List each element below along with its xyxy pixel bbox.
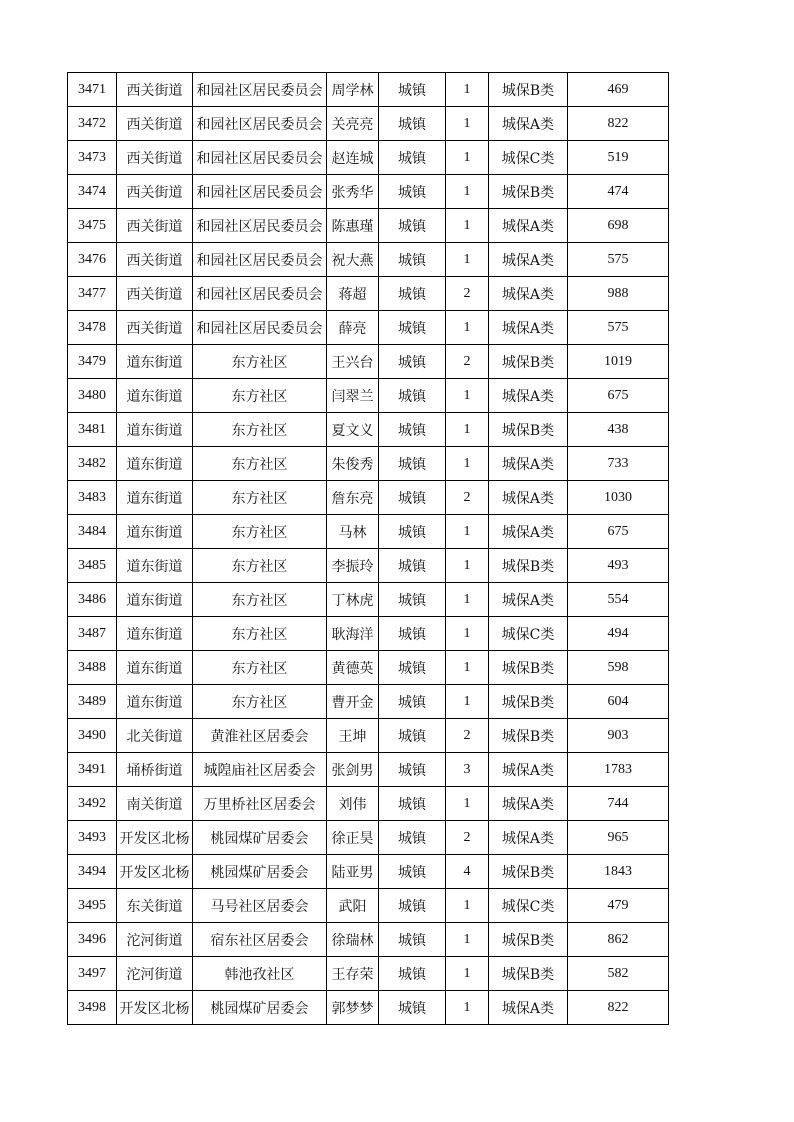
name-cell: 武阳 xyxy=(327,889,379,923)
household-count-cell: 1 xyxy=(446,889,489,923)
sequence-cell: 3477 xyxy=(68,277,117,311)
category-cell: 城保C类 xyxy=(489,889,568,923)
name-cell: 闫翠兰 xyxy=(327,379,379,413)
area-type-cell: 城镇 xyxy=(379,413,446,447)
table-row xyxy=(68,413,669,447)
category-cell: 城保C类 xyxy=(489,141,568,175)
category-cell: 城保B类 xyxy=(489,345,568,379)
table-row xyxy=(68,515,669,549)
street-cell: 开发区北杨 xyxy=(117,991,193,1025)
amount-cell: 675 xyxy=(568,515,669,549)
household-count-cell: 1 xyxy=(446,923,489,957)
sequence-cell: 3476 xyxy=(68,243,117,277)
area-type-cell: 城镇 xyxy=(379,855,446,889)
sequence-cell: 3471 xyxy=(68,73,117,107)
street-cell: 道东街道 xyxy=(117,481,193,515)
name-cell: 张剑男 xyxy=(327,753,379,787)
area-type-cell: 城镇 xyxy=(379,209,446,243)
amount-cell: 438 xyxy=(568,413,669,447)
household-count-cell: 1 xyxy=(446,549,489,583)
amount-cell: 903 xyxy=(568,719,669,753)
area-type-cell: 城镇 xyxy=(379,481,446,515)
table-row xyxy=(68,685,669,719)
category-cell: 城保B类 xyxy=(489,549,568,583)
name-cell: 夏文义 xyxy=(327,413,379,447)
community-cell: 和园社区居民委员会 xyxy=(193,277,327,311)
sequence-cell: 3491 xyxy=(68,753,117,787)
area-type-cell: 城镇 xyxy=(379,923,446,957)
street-cell: 开发区北杨 xyxy=(117,855,193,889)
community-cell: 东方社区 xyxy=(193,685,327,719)
amount-cell: 469 xyxy=(568,73,669,107)
area-type-cell: 城镇 xyxy=(379,651,446,685)
household-count-cell: 1 xyxy=(446,651,489,685)
street-cell: 开发区北杨 xyxy=(117,821,193,855)
table-row xyxy=(68,107,669,141)
table-row xyxy=(68,209,669,243)
category-cell: 城保A类 xyxy=(489,991,568,1025)
street-cell: 北关街道 xyxy=(117,719,193,753)
community-cell: 桃园煤矿居委会 xyxy=(193,821,327,855)
amount-cell: 1030 xyxy=(568,481,669,515)
amount-cell: 598 xyxy=(568,651,669,685)
area-type-cell: 城镇 xyxy=(379,617,446,651)
area-type-cell: 城镇 xyxy=(379,991,446,1025)
household-count-cell: 1 xyxy=(446,311,489,345)
sequence-cell: 3495 xyxy=(68,889,117,923)
community-cell: 东方社区 xyxy=(193,549,327,583)
amount-cell: 744 xyxy=(568,787,669,821)
table-row xyxy=(68,889,669,923)
household-count-cell: 1 xyxy=(446,447,489,481)
community-cell: 东方社区 xyxy=(193,379,327,413)
household-count-cell: 1 xyxy=(446,73,489,107)
area-type-cell: 城镇 xyxy=(379,345,446,379)
category-cell: 城保A类 xyxy=(489,583,568,617)
table-row xyxy=(68,855,669,889)
records-table xyxy=(67,72,669,1025)
name-cell: 徐正昊 xyxy=(327,821,379,855)
sequence-cell: 3480 xyxy=(68,379,117,413)
community-cell: 东方社区 xyxy=(193,651,327,685)
table-row xyxy=(68,277,669,311)
area-type-cell: 城镇 xyxy=(379,957,446,991)
sequence-cell: 3486 xyxy=(68,583,117,617)
amount-cell: 988 xyxy=(568,277,669,311)
community-cell: 桃园煤矿居委会 xyxy=(193,855,327,889)
area-type-cell: 城镇 xyxy=(379,821,446,855)
household-count-cell: 1 xyxy=(446,685,489,719)
amount-cell: 698 xyxy=(568,209,669,243)
amount-cell: 554 xyxy=(568,583,669,617)
sequence-cell: 3478 xyxy=(68,311,117,345)
household-count-cell: 1 xyxy=(446,957,489,991)
street-cell: 道东街道 xyxy=(117,345,193,379)
category-cell: 城保A类 xyxy=(489,277,568,311)
amount-cell: 474 xyxy=(568,175,669,209)
sequence-cell: 3481 xyxy=(68,413,117,447)
category-cell: 城保A类 xyxy=(489,209,568,243)
street-cell: 道东街道 xyxy=(117,413,193,447)
sequence-cell: 3498 xyxy=(68,991,117,1025)
street-cell: 沱河街道 xyxy=(117,957,193,991)
sequence-cell: 3483 xyxy=(68,481,117,515)
table-row xyxy=(68,617,669,651)
name-cell: 王存荣 xyxy=(327,957,379,991)
street-cell: 道东街道 xyxy=(117,549,193,583)
table-row xyxy=(68,141,669,175)
sequence-cell: 3490 xyxy=(68,719,117,753)
community-cell: 宿东社区居委会 xyxy=(193,923,327,957)
street-cell: 沱河街道 xyxy=(117,923,193,957)
household-count-cell: 2 xyxy=(446,481,489,515)
household-count-cell: 1 xyxy=(446,991,489,1025)
area-type-cell: 城镇 xyxy=(379,379,446,413)
community-cell: 东方社区 xyxy=(193,481,327,515)
name-cell: 李振玲 xyxy=(327,549,379,583)
street-cell: 埇桥街道 xyxy=(117,753,193,787)
name-cell: 赵连城 xyxy=(327,141,379,175)
sequence-cell: 3493 xyxy=(68,821,117,855)
household-count-cell: 1 xyxy=(446,787,489,821)
community-cell: 东方社区 xyxy=(193,515,327,549)
area-type-cell: 城镇 xyxy=(379,141,446,175)
category-cell: 城保A类 xyxy=(489,481,568,515)
community-cell: 城隍庙社区居委会 xyxy=(193,753,327,787)
category-cell: 城保B类 xyxy=(489,651,568,685)
amount-cell: 675 xyxy=(568,379,669,413)
table-row xyxy=(68,549,669,583)
category-cell: 城保A类 xyxy=(489,243,568,277)
amount-cell: 822 xyxy=(568,991,669,1025)
household-count-cell: 4 xyxy=(446,855,489,889)
community-cell: 万里桥社区居委会 xyxy=(193,787,327,821)
amount-cell: 493 xyxy=(568,549,669,583)
table-row xyxy=(68,345,669,379)
table-row xyxy=(68,379,669,413)
category-cell: 城保B类 xyxy=(489,175,568,209)
name-cell: 陈惠瑾 xyxy=(327,209,379,243)
table-row xyxy=(68,447,669,481)
sequence-cell: 3473 xyxy=(68,141,117,175)
area-type-cell: 城镇 xyxy=(379,583,446,617)
household-count-cell: 1 xyxy=(446,175,489,209)
area-type-cell: 城镇 xyxy=(379,243,446,277)
name-cell: 王坤 xyxy=(327,719,379,753)
community-cell: 和园社区居民委员会 xyxy=(193,243,327,277)
community-cell: 和园社区居民委员会 xyxy=(193,209,327,243)
sequence-cell: 3479 xyxy=(68,345,117,379)
area-type-cell: 城镇 xyxy=(379,753,446,787)
household-count-cell: 1 xyxy=(446,583,489,617)
sequence-cell: 3492 xyxy=(68,787,117,821)
street-cell: 道东街道 xyxy=(117,447,193,481)
name-cell: 马林 xyxy=(327,515,379,549)
community-cell: 和园社区居民委员会 xyxy=(193,175,327,209)
category-cell: 城保A类 xyxy=(489,821,568,855)
sequence-cell: 3496 xyxy=(68,923,117,957)
area-type-cell: 城镇 xyxy=(379,311,446,345)
area-type-cell: 城镇 xyxy=(379,685,446,719)
sequence-cell: 3472 xyxy=(68,107,117,141)
community-cell: 和园社区居民委员会 xyxy=(193,141,327,175)
street-cell: 道东街道 xyxy=(117,515,193,549)
community-cell: 和园社区居民委员会 xyxy=(193,107,327,141)
sequence-cell: 3487 xyxy=(68,617,117,651)
table-row xyxy=(68,923,669,957)
household-count-cell: 2 xyxy=(446,719,489,753)
table-row xyxy=(68,311,669,345)
amount-cell: 1843 xyxy=(568,855,669,889)
street-cell: 道东街道 xyxy=(117,583,193,617)
name-cell: 王兴台 xyxy=(327,345,379,379)
household-count-cell: 1 xyxy=(446,209,489,243)
community-cell: 东方社区 xyxy=(193,345,327,379)
street-cell: 东关街道 xyxy=(117,889,193,923)
household-count-cell: 1 xyxy=(446,413,489,447)
name-cell: 薛亮 xyxy=(327,311,379,345)
street-cell: 道东街道 xyxy=(117,651,193,685)
sequence-cell: 3488 xyxy=(68,651,117,685)
amount-cell: 1019 xyxy=(568,345,669,379)
table-row xyxy=(68,73,669,107)
amount-cell: 575 xyxy=(568,243,669,277)
street-cell: 西关街道 xyxy=(117,311,193,345)
street-cell: 西关街道 xyxy=(117,175,193,209)
category-cell: 城保B类 xyxy=(489,685,568,719)
area-type-cell: 城镇 xyxy=(379,515,446,549)
household-count-cell: 2 xyxy=(446,821,489,855)
name-cell: 祝大燕 xyxy=(327,243,379,277)
name-cell: 关亮亮 xyxy=(327,107,379,141)
community-cell: 和园社区居民委员会 xyxy=(193,311,327,345)
name-cell: 曹开金 xyxy=(327,685,379,719)
household-count-cell: 1 xyxy=(446,617,489,651)
name-cell: 黄德英 xyxy=(327,651,379,685)
amount-cell: 822 xyxy=(568,107,669,141)
amount-cell: 519 xyxy=(568,141,669,175)
category-cell: 城保A类 xyxy=(489,447,568,481)
area-type-cell: 城镇 xyxy=(379,175,446,209)
table-row xyxy=(68,651,669,685)
area-type-cell: 城镇 xyxy=(379,107,446,141)
amount-cell: 965 xyxy=(568,821,669,855)
amount-cell: 479 xyxy=(568,889,669,923)
sequence-cell: 3474 xyxy=(68,175,117,209)
table-row xyxy=(68,991,669,1025)
household-count-cell: 1 xyxy=(446,379,489,413)
household-count-cell: 3 xyxy=(446,753,489,787)
household-count-cell: 1 xyxy=(446,107,489,141)
name-cell: 朱俊秀 xyxy=(327,447,379,481)
name-cell: 周学林 xyxy=(327,73,379,107)
sequence-cell: 3475 xyxy=(68,209,117,243)
category-cell: 城保A类 xyxy=(489,107,568,141)
street-cell: 道东街道 xyxy=(117,685,193,719)
street-cell: 道东街道 xyxy=(117,379,193,413)
category-cell: 城保B类 xyxy=(489,719,568,753)
amount-cell: 1783 xyxy=(568,753,669,787)
table-row xyxy=(68,583,669,617)
area-type-cell: 城镇 xyxy=(379,73,446,107)
category-cell: 城保B类 xyxy=(489,73,568,107)
area-type-cell: 城镇 xyxy=(379,277,446,311)
area-type-cell: 城镇 xyxy=(379,719,446,753)
community-cell: 东方社区 xyxy=(193,447,327,481)
name-cell: 郭梦梦 xyxy=(327,991,379,1025)
category-cell: 城保B类 xyxy=(489,413,568,447)
amount-cell: 862 xyxy=(568,923,669,957)
street-cell: 西关街道 xyxy=(117,107,193,141)
table-row xyxy=(68,957,669,991)
table-row xyxy=(68,753,669,787)
table-row xyxy=(68,719,669,753)
area-type-cell: 城镇 xyxy=(379,787,446,821)
street-cell: 西关街道 xyxy=(117,73,193,107)
street-cell: 南关街道 xyxy=(117,787,193,821)
table-row xyxy=(68,787,669,821)
household-count-cell: 1 xyxy=(446,515,489,549)
category-cell: 城保A类 xyxy=(489,515,568,549)
community-cell: 马号社区居委会 xyxy=(193,889,327,923)
household-count-cell: 2 xyxy=(446,277,489,311)
category-cell: 城保A类 xyxy=(489,311,568,345)
name-cell: 丁林虎 xyxy=(327,583,379,617)
amount-cell: 582 xyxy=(568,957,669,991)
community-cell: 桃园煤矿居委会 xyxy=(193,991,327,1025)
table-body xyxy=(68,73,669,1025)
category-cell: 城保A类 xyxy=(489,379,568,413)
community-cell: 韩池孜社区 xyxy=(193,957,327,991)
sequence-cell: 3484 xyxy=(68,515,117,549)
amount-cell: 733 xyxy=(568,447,669,481)
area-type-cell: 城镇 xyxy=(379,889,446,923)
street-cell: 西关街道 xyxy=(117,277,193,311)
household-count-cell: 2 xyxy=(446,345,489,379)
community-cell: 东方社区 xyxy=(193,617,327,651)
name-cell: 陆亚男 xyxy=(327,855,379,889)
street-cell: 西关街道 xyxy=(117,243,193,277)
category-cell: 城保A类 xyxy=(489,753,568,787)
table-row xyxy=(68,243,669,277)
category-cell: 城保B类 xyxy=(489,923,568,957)
community-cell: 东方社区 xyxy=(193,413,327,447)
area-type-cell: 城镇 xyxy=(379,447,446,481)
area-type-cell: 城镇 xyxy=(379,549,446,583)
name-cell: 耿海洋 xyxy=(327,617,379,651)
table-row xyxy=(68,821,669,855)
amount-cell: 604 xyxy=(568,685,669,719)
name-cell: 詹东亮 xyxy=(327,481,379,515)
table-row xyxy=(68,481,669,515)
name-cell: 张秀华 xyxy=(327,175,379,209)
sequence-cell: 3489 xyxy=(68,685,117,719)
category-cell: 城保B类 xyxy=(489,957,568,991)
name-cell: 徐瑞林 xyxy=(327,923,379,957)
community-cell: 黄淮社区居委会 xyxy=(193,719,327,753)
community-cell: 东方社区 xyxy=(193,583,327,617)
category-cell: 城保A类 xyxy=(489,787,568,821)
household-count-cell: 1 xyxy=(446,141,489,175)
name-cell: 刘伟 xyxy=(327,787,379,821)
sequence-cell: 3482 xyxy=(68,447,117,481)
sequence-cell: 3497 xyxy=(68,957,117,991)
street-cell: 道东街道 xyxy=(117,617,193,651)
amount-cell: 575 xyxy=(568,311,669,345)
amount-cell: 494 xyxy=(568,617,669,651)
sequence-cell: 3494 xyxy=(68,855,117,889)
sequence-cell: 3485 xyxy=(68,549,117,583)
street-cell: 西关街道 xyxy=(117,209,193,243)
community-cell: 和园社区居民委员会 xyxy=(193,73,327,107)
table-row xyxy=(68,175,669,209)
street-cell: 西关街道 xyxy=(117,141,193,175)
category-cell: 城保C类 xyxy=(489,617,568,651)
household-count-cell: 1 xyxy=(446,243,489,277)
category-cell: 城保B类 xyxy=(489,855,568,889)
name-cell: 蒋超 xyxy=(327,277,379,311)
